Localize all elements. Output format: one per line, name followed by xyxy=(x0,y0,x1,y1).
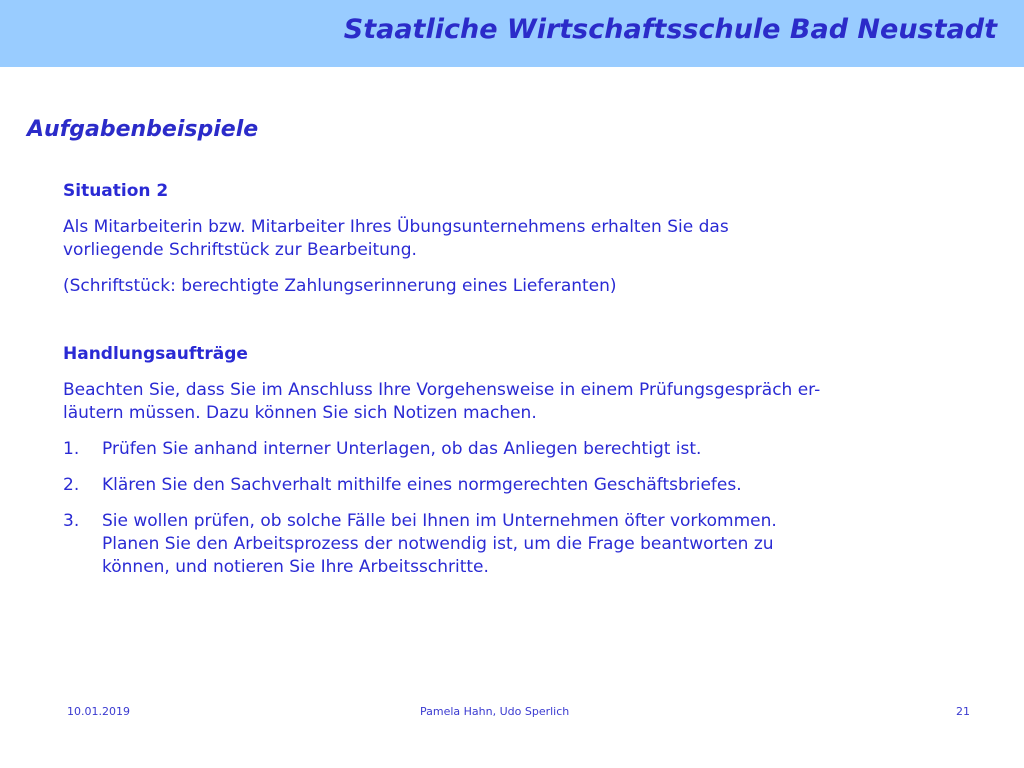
task-text-line: Prüfen Sie anhand interner Unterlagen, ob das Anliegen berechtigt ist. xyxy=(102,439,702,459)
situation-heading: Situation 2 xyxy=(63,181,169,201)
task-item xyxy=(63,438,973,461)
footer-authors: Pamela Hahn, Udo Sperlich xyxy=(420,705,570,718)
task-text-line: können, und notieren Sie Ihre Arbeitsschritte. xyxy=(102,557,489,577)
task-text-line: Sie wollen prüfen, ob solche Fälle bei Ihnen im Unternehmen öfter vorkommen. xyxy=(102,511,777,531)
slide-content xyxy=(63,180,973,579)
task-item xyxy=(63,510,973,579)
header-bar xyxy=(0,0,1024,67)
task-item xyxy=(63,474,973,497)
situation-paragraph-line-1: Als Mitarbeiterin bzw. Mitarbeiter Ihres Übungsunternehmens erhalten Sie das xyxy=(63,217,729,237)
task-text xyxy=(102,474,973,497)
task-text xyxy=(102,510,973,579)
footer-date: 10.01.2019 xyxy=(67,705,130,718)
tasks-intro-line-2: läutern müssen. Dazu können Sie sich Notizen machen. xyxy=(63,403,537,423)
task-text-line: Klären Sie den Sachverhalt mithilfe eines normgerechten Geschäftsbriefes. xyxy=(102,475,742,495)
document-note: (Schriftstück: berechtigte Zahlungserinnerung eines Lieferanten) xyxy=(63,276,617,296)
task-text-line: Planen Sie den Arbeitsprozess der notwendig ist, um die Frage beantworten zu xyxy=(102,534,774,554)
task-number: 3. xyxy=(63,511,80,531)
header-title: Staatliche Wirtschaftsschule Bad Neustadt xyxy=(343,14,997,45)
task-number: 1. xyxy=(63,439,80,459)
tasks-intro xyxy=(63,379,973,425)
task-list xyxy=(63,438,973,579)
situation-paragraph xyxy=(63,216,973,262)
tasks-intro-line-1: Beachten Sie, dass Sie im Anschluss Ihre Vorgehensweise in einem Prüfungsgespräch er- xyxy=(63,380,821,400)
tasks-heading: Handlungsaufträge xyxy=(63,344,248,364)
task-text xyxy=(102,438,973,461)
footer-page-number: 21 xyxy=(956,705,970,718)
slide-title: Aufgabenbeispiele xyxy=(27,117,259,142)
situation-paragraph-line-2: vorliegende Schriftstück zur Bearbeitung. xyxy=(63,240,417,260)
task-number: 2. xyxy=(63,475,80,495)
